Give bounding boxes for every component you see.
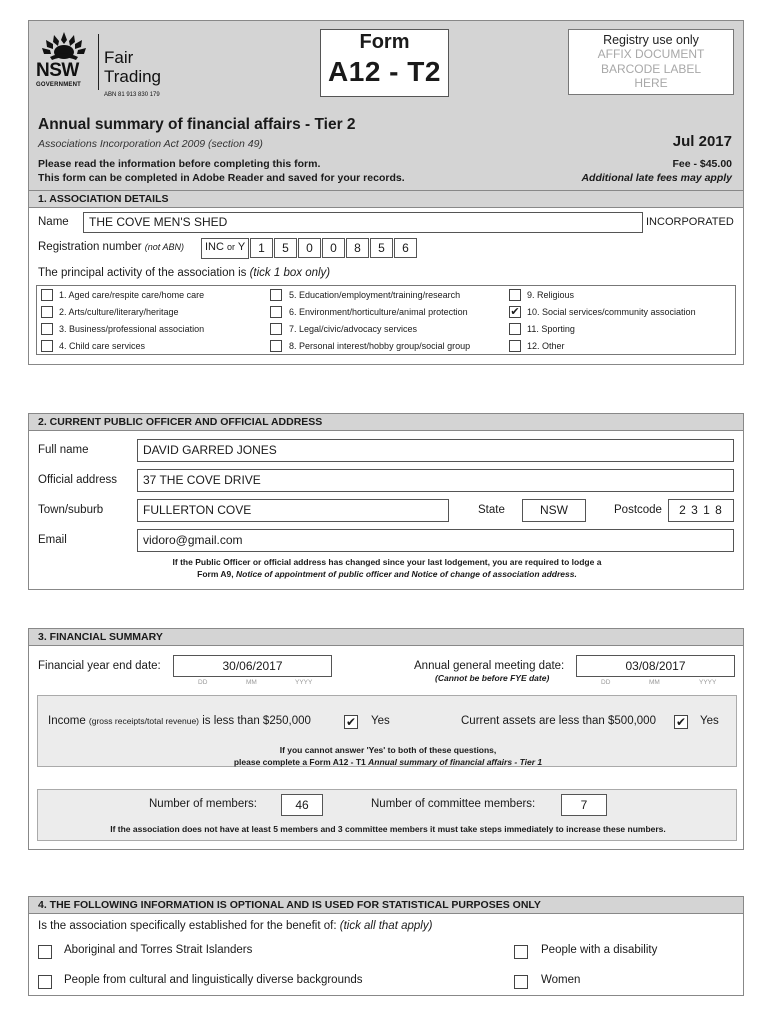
name-label: Name	[38, 216, 69, 228]
nsw-fair-trading-logo	[36, 30, 186, 102]
tier1-title: Annual summary of financial affairs - Tier 1	[368, 757, 543, 767]
section-heading: 2. CURRENT PUBLIC OFFICER AND OFFICIAL ADDRESS	[29, 414, 743, 431]
activity-label-6: 6. Environment/horticulture/animal protection	[289, 307, 468, 317]
activity-checkbox-6[interactable]	[270, 306, 282, 318]
benefit-label-cald: People from cultural and linguistically diverse backgrounds	[64, 974, 363, 986]
activity-label-12: 12. Other	[527, 341, 565, 351]
assets-label: Current assets are less than $500,000	[461, 715, 656, 727]
section-statistical-info	[28, 896, 744, 996]
document-date: Jul 2017	[672, 133, 732, 150]
agm-note: (Cannot be before FYE date)	[435, 673, 550, 683]
town-suburb-label: Town/suburb	[38, 504, 104, 516]
members-panel	[37, 789, 737, 841]
benefit-label-disability: People with a disability	[541, 944, 658, 956]
logo-trading: Trading	[104, 67, 162, 86]
benefit-label-women: Women	[541, 974, 581, 986]
email-label: Email	[38, 534, 67, 546]
town-suburb-field[interactable]: FULLERTON COVE	[137, 499, 449, 522]
full-name-label: Full name	[38, 444, 89, 456]
registry-title: Registry use only	[603, 33, 699, 47]
activity-checkbox-1[interactable]	[41, 289, 53, 301]
income-yes-label: Yes	[371, 715, 390, 727]
form-a9-text: Form A9,	[197, 569, 237, 579]
income-suffix: is less than $250,000	[202, 715, 311, 727]
income-label	[48, 715, 311, 727]
address-change-note-1: If the Public Officer or official address has changed since your last lodgement, you are required to lodge a	[172, 557, 602, 567]
fye-dd-hint: DD	[198, 679, 208, 686]
activity-label-7: 7. Legal/civic/advocacy services	[289, 324, 418, 334]
activity-label-4: 4. Child care services	[59, 341, 146, 351]
reg-digit-1[interactable]: 1	[250, 238, 273, 258]
benefit-checkbox-aboriginal[interactable]	[38, 945, 52, 959]
activity-label-2: 2. Arts/culture/literary/heritage	[59, 307, 179, 317]
benefit-prompt-note: (tick all that apply)	[339, 920, 433, 932]
fye-label: Financial year end date:	[38, 660, 161, 672]
assets-yes-label: Yes	[700, 715, 719, 727]
inc-or-y-box	[201, 238, 249, 259]
benefit-checkbox-women[interactable]	[514, 975, 528, 989]
read-info-text: Please read the information before completing this form.	[38, 158, 321, 170]
benefit-prompt-text: Is the association specifically established for the benefit of:	[38, 920, 337, 932]
activity-label-8: 8. Personal interest/hobby group/social group	[289, 341, 471, 351]
address-change-note-2	[29, 569, 745, 579]
activity-label-9: 9. Religious	[527, 290, 575, 300]
fee-text: Fee - $45.00	[672, 158, 732, 170]
late-fees-text: Additional late fees may apply	[581, 172, 732, 184]
activity-checkbox-4[interactable]	[41, 340, 53, 352]
activity-checkbox-12[interactable]	[509, 340, 521, 352]
agm-mm-hint: MM	[649, 679, 660, 686]
activity-checkbox-3[interactable]	[41, 323, 53, 335]
document-act: Associations Incorporation Act 2009 (section 49)	[38, 138, 263, 150]
section-association-details	[28, 190, 744, 365]
abn-text: ABN 81 913 830 179	[104, 92, 160, 98]
committee-field[interactable]: 7	[561, 794, 607, 816]
agm-dd-hint: DD	[601, 679, 611, 686]
form-label: Form	[359, 31, 410, 53]
section-heading: 3. FINANCIAL SUMMARY	[29, 629, 743, 646]
members-field[interactable]: 46	[281, 794, 323, 816]
logo-fair-trading-text	[104, 48, 161, 86]
yes-note-2	[38, 757, 738, 767]
activity-checkbox-10[interactable]: ✔	[510, 306, 520, 318]
activity-label-11: 11. Sporting	[527, 324, 575, 334]
section-heading: 1. ASSOCIATION DETAILS	[29, 191, 743, 208]
registry-line: HERE	[634, 76, 668, 90]
incorporated-label: INCORPORATED	[646, 216, 734, 228]
benefit-checkbox-cald[interactable]	[38, 975, 52, 989]
reg-digit-5[interactable]: 8	[346, 238, 369, 258]
official-address-field[interactable]: 37 THE COVE DRIVE	[137, 469, 734, 492]
benefit-checkbox-disability[interactable]	[514, 945, 528, 959]
registry-use-box	[568, 29, 734, 95]
agm-label: Annual general meeting date:	[414, 660, 565, 672]
y-label: Y	[237, 241, 246, 253]
activity-checkbox-9[interactable]	[509, 289, 521, 301]
activity-checkbox-7[interactable]	[270, 323, 282, 335]
agm-yyyy-hint: YYYY	[699, 679, 717, 686]
members-note: If the association does not have at least 5 members and 3 committee members it must take steps immediately to increase these numbers.	[110, 824, 666, 834]
benefit-label-aboriginal: Aboriginal and Torres Strait Islanders	[64, 944, 253, 956]
form-code-box	[320, 29, 449, 97]
association-name-field[interactable]: THE COVE MEN'S SHED	[83, 212, 643, 233]
activity-label-1: 1. Aged care/respite care/home care	[59, 290, 205, 300]
benefit-prompt	[38, 920, 432, 932]
section-heading: 4. THE FOLLOWING INFORMATION IS OPTIONAL AND IS USED FOR STATISTICAL PURPOSES ONLY	[29, 897, 743, 914]
members-label: Number of members:	[149, 798, 258, 810]
fye-date-field[interactable]: 30/06/2017	[173, 655, 332, 677]
reg-digit-7[interactable]: 6	[394, 238, 417, 258]
official-address-label: Official address	[38, 474, 118, 486]
document-title: Annual summary of financial affairs - Tier 2	[38, 116, 356, 133]
logo-nsw-text: NSW	[36, 60, 79, 81]
activity-label-5: 5. Education/employment/training/research	[289, 290, 461, 300]
turnover-panel	[37, 695, 737, 767]
email-field[interactable]: vidoro@gmail.com	[137, 529, 734, 552]
form-code: A12 - T2	[328, 56, 441, 87]
postcode-label: Postcode	[614, 504, 662, 516]
activity-prompt-note: (tick 1 box only)	[249, 267, 331, 279]
logo-divider	[98, 34, 99, 90]
postcode-field[interactable]: 2 3 1 8	[668, 499, 734, 522]
logo-government-text: GOVERNMENT	[36, 82, 82, 88]
form-a9-title: Notice of appointment of public officer and Notice of change of association address.	[236, 569, 577, 579]
state-label: State	[478, 504, 505, 516]
activity-prompt-text: The principal activity of the association is	[38, 267, 247, 279]
adobe-info-text: This form can be completed in Adobe Reader and saved for your records.	[38, 172, 405, 184]
reg-digit-3[interactable]: 0	[298, 238, 321, 258]
agm-date-field[interactable]: 03/08/2017	[576, 655, 735, 677]
section-financial-summary	[28, 628, 744, 850]
activity-checkbox-8[interactable]	[270, 340, 282, 352]
activity-checkbox-2[interactable]	[41, 306, 53, 318]
income-note: (gross receipts/total revenue)	[88, 716, 199, 726]
reg-digit-6[interactable]: 5	[370, 238, 393, 258]
full-name-field[interactable]: DAVID GARRED JONES	[137, 439, 734, 462]
principal-activity-prompt	[38, 267, 330, 279]
activity-checklist	[36, 285, 736, 355]
activity-label-10: 10. Social services/community association	[527, 307, 696, 317]
fye-yyyy-hint: YYYY	[295, 679, 313, 686]
income-yes-checkbox[interactable]: ✔	[345, 715, 357, 729]
inc-label: INC	[205, 241, 224, 253]
tier1-prefix: please complete a Form A12 - T1	[233, 757, 369, 767]
reg-label-text: Registration number	[38, 241, 142, 253]
activity-checkbox-5[interactable]	[270, 289, 282, 301]
yes-note-1: If you cannot answer 'Yes' to both of these questions,	[279, 745, 497, 755]
registry-line: AFFIX DOCUMENT	[597, 47, 705, 61]
state-field[interactable]: NSW	[522, 499, 586, 522]
activity-checkbox-11[interactable]	[509, 323, 521, 335]
committee-label: Number of committee members:	[371, 798, 536, 810]
registration-number-label	[38, 241, 184, 253]
reg-note: (not ABN)	[144, 242, 184, 252]
or-label: or	[227, 242, 236, 252]
income-text: Income	[48, 715, 86, 727]
fye-mm-hint: MM	[246, 679, 257, 686]
activity-label-3: 3. Business/professional association	[59, 324, 205, 334]
section-public-officer	[28, 413, 744, 590]
reg-digit-4[interactable]: 0	[322, 238, 345, 258]
assets-yes-checkbox[interactable]: ✔	[675, 715, 687, 729]
reg-digit-2[interactable]: 5	[274, 238, 297, 258]
logo-fair: Fair	[104, 48, 134, 67]
registry-line: BARCODE LABEL	[600, 61, 702, 76]
